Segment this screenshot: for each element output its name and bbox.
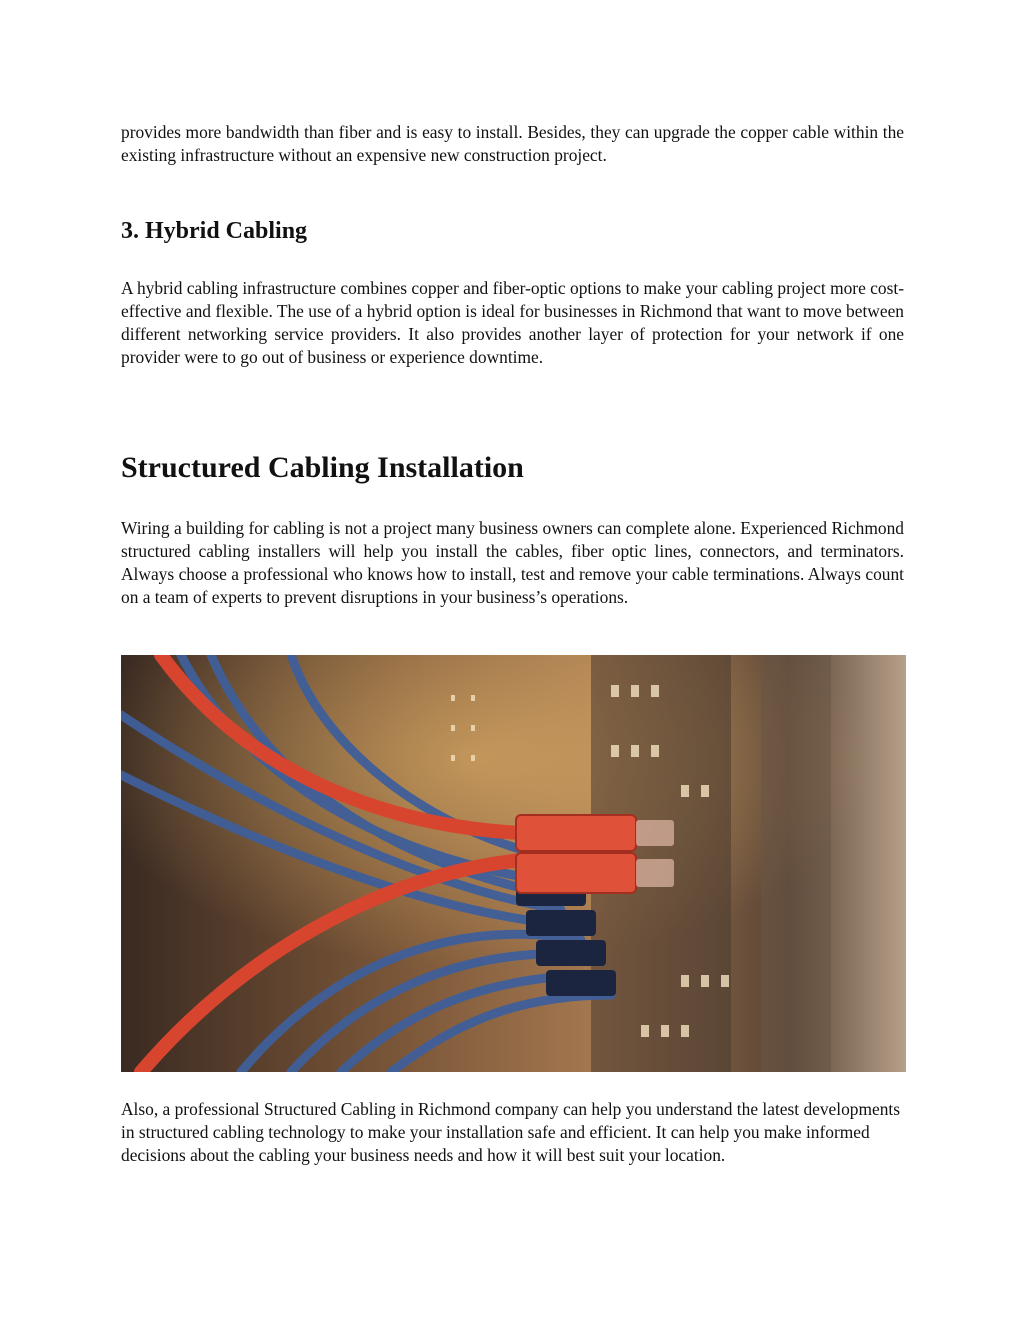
installation-paragraph: Wiring a building for cabling is not a project many business owners can complete alone. Experienced Richmond structured cabling installers will help you install the cables, fiber optic lines, connectors, and terminators. Always choose a professional who knows how to install, test and remove your cable terminations. Always count on a team of experts to prevent disruptions in your business’s operations. <box>121 518 904 608</box>
network-cables-photo <box>121 655 906 1072</box>
closing-paragraph: Also, a professional Structured Cabling in Richmond company can help you understand the latest developments in structured cabling technology to make your installation safe and efficient. It can help you make informed decisions about the cabling your business needs and how it will best suit your location. <box>121 1099 901 1166</box>
hybrid-cabling-heading: 3. Hybrid Cabling <box>121 218 308 244</box>
hybrid-cabling-paragraph: A hybrid cabling infrastructure combines copper and fiber-optic options to make your cabling project more cost-effective and flexible. The use of a hybrid option is ideal for businesses in Richmond that want to move between different networking service providers. It also provides another layer of protection for your network if one provider were to go out of business or experience downtime. <box>121 278 904 368</box>
intro-paragraph: provides more bandwidth than fiber and is easy to install. Besides, they can upgrade the copper cable within the existing infrastructure without an expensive new construction project. <box>121 122 904 166</box>
installation-heading: Structured Cabling Installation <box>121 451 524 484</box>
